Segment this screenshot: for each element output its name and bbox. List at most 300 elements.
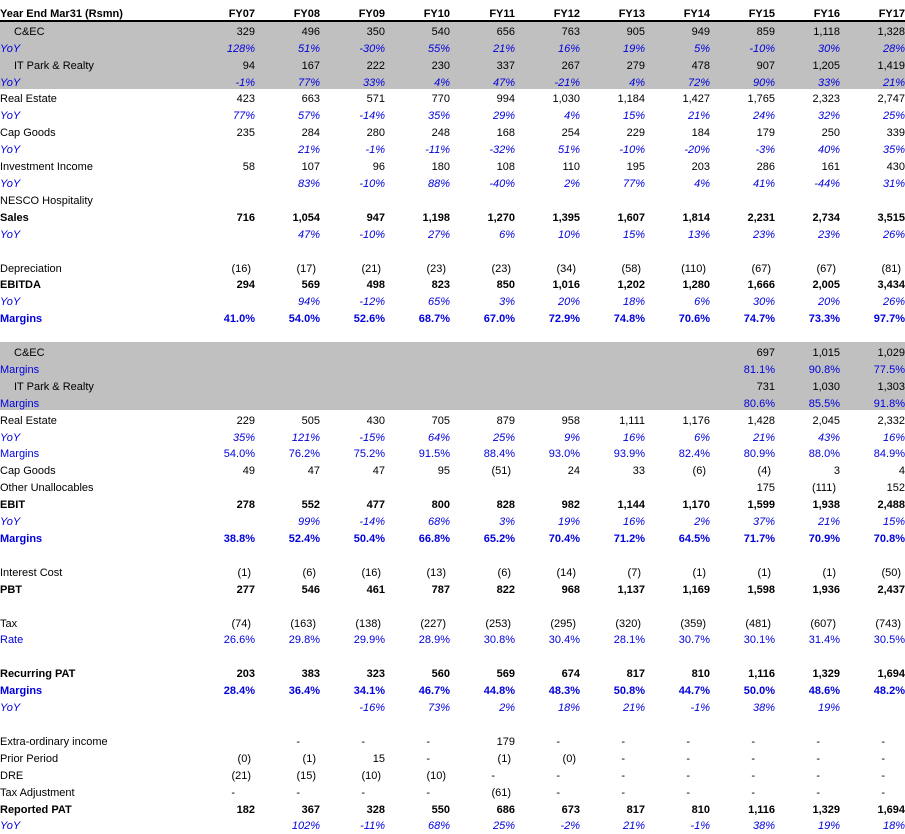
row-label: Margins <box>0 363 40 376</box>
cell: 16% <box>622 431 645 444</box>
cell <box>320 241 385 258</box>
row-label: Margins <box>0 397 40 410</box>
cell <box>450 647 515 664</box>
cell: 2,488 <box>877 499 905 512</box>
cell: -1% <box>690 702 710 715</box>
cell: 250 <box>821 127 840 140</box>
cell: 26.6% <box>223 634 255 647</box>
cell: 949 <box>691 25 710 38</box>
table-row <box>0 528 905 545</box>
cell <box>580 477 645 494</box>
cell: 2% <box>564 177 580 190</box>
row-label: PBT <box>0 583 22 596</box>
cell: (163) <box>290 617 316 630</box>
row-label: Real Estate <box>0 93 57 106</box>
cell: (7) <box>627 566 641 579</box>
cell <box>190 224 255 241</box>
cell: 569 <box>301 279 320 292</box>
cell <box>385 241 450 258</box>
cell: 1,116 <box>748 668 775 681</box>
cell: 21% <box>752 431 775 444</box>
cell <box>450 241 515 258</box>
cell: 1,198 <box>422 211 450 224</box>
cell: 16% <box>622 516 645 529</box>
cell: 25% <box>492 431 515 444</box>
cell <box>710 325 775 342</box>
row-label: Other Unallocables <box>0 482 94 495</box>
cell <box>255 359 320 376</box>
table-row <box>0 477 905 494</box>
row-label: NESCO Hospitality <box>0 194 93 207</box>
cell: 49 <box>242 465 255 478</box>
cell: (14) <box>556 566 576 579</box>
cell: 77% <box>622 177 645 190</box>
cell: 38% <box>752 820 775 833</box>
cell: 1,936 <box>812 583 840 596</box>
cell: - <box>816 752 820 765</box>
row-label: YoY <box>0 110 21 123</box>
cell: 47 <box>372 465 385 478</box>
cell: 40% <box>817 144 840 157</box>
cell: 571 <box>366 93 385 106</box>
cell: (13) <box>426 566 446 579</box>
cell: 267 <box>561 59 580 72</box>
cell: 58 <box>242 161 255 174</box>
row-label: YoY <box>0 431 21 444</box>
cell: (6) <box>692 465 706 478</box>
cell <box>710 190 775 207</box>
cell: (1) <box>497 752 511 765</box>
cell: 5% <box>694 42 710 55</box>
cell: (15) <box>296 769 316 782</box>
cell: 430 <box>366 414 385 427</box>
cell: 982 <box>561 499 580 512</box>
cell <box>515 325 580 342</box>
table-body <box>0 21 905 833</box>
table-row <box>0 731 905 748</box>
cell: 51% <box>297 42 320 55</box>
cell: 2,437 <box>877 583 905 596</box>
cell: 284 <box>301 127 320 140</box>
column-header-fy16: FY16 <box>775 0 840 21</box>
table-row <box>0 410 905 427</box>
cell: - <box>556 786 560 799</box>
cell: 41% <box>752 177 775 190</box>
cell <box>645 477 710 494</box>
cell: 28.9% <box>418 634 450 647</box>
table-row <box>0 562 905 579</box>
cell <box>775 545 840 562</box>
cell: 222 <box>366 59 385 72</box>
cell: -2% <box>560 820 580 833</box>
cell: (1) <box>302 752 316 765</box>
table-row <box>0 139 905 156</box>
row-label <box>0 241 190 258</box>
cell <box>580 359 645 376</box>
table-row <box>0 224 905 241</box>
cell: -15% <box>359 431 385 444</box>
cell: (21) <box>231 769 251 782</box>
cell: - <box>426 735 430 748</box>
column-header-fy08: FY08 <box>255 0 320 21</box>
cell: 35% <box>232 431 255 444</box>
cell: 3,434 <box>877 279 905 292</box>
cell: 828 <box>496 499 515 512</box>
cell: 43% <box>817 431 840 444</box>
cell: 77% <box>297 76 320 89</box>
cell: - <box>621 769 625 782</box>
cell: 4% <box>434 76 450 89</box>
cell: (4) <box>757 465 771 478</box>
cell: -1% <box>365 144 385 157</box>
row-label <box>0 325 190 342</box>
cell: 2% <box>694 516 710 529</box>
cell <box>515 393 580 410</box>
cell <box>190 359 255 376</box>
cell <box>580 342 645 359</box>
cell: 24% <box>752 110 775 123</box>
cell: 1,176 <box>682 414 710 427</box>
table-row <box>0 89 905 106</box>
table-row <box>0 241 905 258</box>
cell <box>320 325 385 342</box>
cell: 175 <box>756 482 775 495</box>
cell: (16) <box>231 262 251 275</box>
cell: 30% <box>752 296 775 309</box>
row-label: Margins <box>0 313 43 326</box>
cell <box>775 190 840 207</box>
cell: 80.9% <box>743 448 775 461</box>
cell: 294 <box>236 279 255 292</box>
cell: 74.8% <box>613 313 645 326</box>
cell <box>385 393 450 410</box>
cell: 19% <box>817 820 840 833</box>
cell <box>190 325 255 342</box>
cell: 93.0% <box>548 448 580 461</box>
cell: 73.3% <box>808 313 840 326</box>
cell: - <box>556 735 560 748</box>
cell: -1% <box>235 76 255 89</box>
cell: 21% <box>882 76 905 89</box>
cell <box>255 545 320 562</box>
cell: 195 <box>626 161 645 174</box>
cell: 686 <box>496 803 515 816</box>
table-corner-header: Year End Mar31 (Rsmn) <box>0 0 190 21</box>
cell: 277 <box>236 583 255 596</box>
table-row <box>0 38 905 55</box>
cell <box>450 477 515 494</box>
cell: -44% <box>814 177 840 190</box>
cell <box>840 190 905 207</box>
cell: 48.6% <box>808 685 840 698</box>
cell <box>645 241 710 258</box>
cell: 817 <box>626 803 645 816</box>
cell <box>255 697 320 714</box>
row-label: YoY <box>0 144 21 157</box>
cell: 203 <box>236 668 255 681</box>
cell <box>515 647 580 664</box>
row-label: YoY <box>0 516 21 529</box>
cell: (51) <box>491 465 511 478</box>
cell: 1,395 <box>552 211 580 224</box>
cell <box>255 477 320 494</box>
cell <box>840 325 905 342</box>
cell <box>580 393 645 410</box>
cell <box>840 241 905 258</box>
cell: 15% <box>622 110 645 123</box>
cell <box>320 190 385 207</box>
cell: 1,428 <box>747 414 775 427</box>
cell: (111) <box>811 482 836 495</box>
cell: 1,938 <box>812 499 840 512</box>
cell: -30% <box>359 42 385 55</box>
cell: -14% <box>359 110 385 123</box>
cell: 25% <box>882 110 905 123</box>
cell: 1,694 <box>877 668 905 681</box>
table-row <box>0 190 905 207</box>
cell: - <box>621 786 625 799</box>
cell: 102% <box>291 820 320 833</box>
table-row <box>0 21 905 38</box>
cell: - <box>621 752 625 765</box>
cell <box>190 190 255 207</box>
cell <box>320 647 385 664</box>
cell: - <box>686 769 690 782</box>
cell: 94 <box>242 59 255 72</box>
cell: 47% <box>297 228 320 241</box>
cell <box>580 647 645 664</box>
table-row <box>0 444 905 461</box>
cell: 2,332 <box>877 414 905 427</box>
cell: 29% <box>492 110 515 123</box>
cell: - <box>881 752 885 765</box>
cell: 3 <box>833 465 840 478</box>
cell <box>580 190 645 207</box>
cell <box>580 241 645 258</box>
cell: 18% <box>882 820 905 833</box>
cell: 1,280 <box>682 279 710 292</box>
table-row <box>0 325 905 342</box>
cell <box>450 393 515 410</box>
cell: 1,205 <box>812 59 840 72</box>
cell: 74.7% <box>743 313 775 326</box>
cell <box>320 376 385 393</box>
table-row <box>0 511 905 528</box>
cell: 968 <box>561 583 580 596</box>
cell: 161 <box>821 161 840 174</box>
cell: - <box>881 769 885 782</box>
row-label: Depreciation <box>0 262 62 275</box>
row-label: Margins <box>0 685 43 698</box>
cell: - <box>751 769 755 782</box>
table-row <box>0 393 905 410</box>
cell <box>450 190 515 207</box>
cell: 21% <box>492 42 515 55</box>
table-row <box>0 461 905 478</box>
cell: (6) <box>497 566 511 579</box>
cell: 94% <box>297 296 320 309</box>
cell <box>775 325 840 342</box>
cell: 67.0% <box>483 313 515 326</box>
cell: 72% <box>687 76 710 89</box>
table-row <box>0 596 905 613</box>
cell: 705 <box>431 414 450 427</box>
cell: 16% <box>882 431 905 444</box>
cell <box>515 359 580 376</box>
row-label: YoY <box>0 42 21 55</box>
cell: (81) <box>881 262 901 275</box>
cell <box>190 342 255 359</box>
cell: 337 <box>496 59 515 72</box>
cell: 77% <box>232 110 255 123</box>
cell: 947 <box>366 211 385 224</box>
cell: 15% <box>622 228 645 241</box>
table-row <box>0 714 905 731</box>
cell: 52.6% <box>353 313 385 326</box>
column-header-fy12: FY12 <box>515 0 580 21</box>
cell: 33% <box>817 76 840 89</box>
cell <box>645 596 710 613</box>
column-header-fy13: FY13 <box>580 0 645 21</box>
cell: 552 <box>301 499 320 512</box>
cell <box>190 393 255 410</box>
cell: 1,329 <box>812 668 840 681</box>
table-row <box>0 782 905 799</box>
cell: 96 <box>372 161 385 174</box>
cell <box>320 359 385 376</box>
cell: 674 <box>561 668 580 681</box>
cell: 51% <box>557 144 580 157</box>
cell: 1,419 <box>877 59 905 72</box>
cell: 30.7% <box>678 634 710 647</box>
cell: 10% <box>557 228 580 241</box>
cell: (23) <box>491 262 511 275</box>
cell: 121% <box>291 431 320 444</box>
cell: 1,054 <box>292 211 320 224</box>
cell: 46.7% <box>418 685 450 698</box>
cell: (10) <box>426 769 446 782</box>
cell: 128% <box>226 42 255 55</box>
cell: -32% <box>489 144 515 157</box>
cell: (21) <box>361 262 381 275</box>
cell: 65% <box>427 296 450 309</box>
row-label: YoY <box>0 820 21 833</box>
cell <box>580 596 645 613</box>
cell: 763 <box>561 25 580 38</box>
cell: 339 <box>886 127 905 140</box>
cell: 6% <box>499 228 515 241</box>
cell: 28% <box>882 42 905 55</box>
cell: 73% <box>427 702 450 715</box>
cell: -11% <box>360 820 385 833</box>
cell <box>320 393 385 410</box>
cell <box>645 393 710 410</box>
cell <box>190 477 255 494</box>
cell: 15% <box>882 516 905 529</box>
cell <box>255 393 320 410</box>
cell: 203 <box>691 161 710 174</box>
cell: 44.7% <box>678 685 710 698</box>
cell: (74) <box>231 617 251 630</box>
cell: 4% <box>694 177 710 190</box>
cell: - <box>686 735 690 748</box>
cell <box>255 647 320 664</box>
cell: 52.4% <box>288 533 320 545</box>
row-label: Tax Adjustment <box>0 786 75 799</box>
cell: 2,323 <box>812 93 840 106</box>
cell: 478 <box>691 59 710 72</box>
cell: -21% <box>554 76 580 89</box>
cell: 1,329 <box>812 803 840 816</box>
table-row <box>0 122 905 139</box>
cell: 50.4% <box>353 533 385 545</box>
cell: - <box>621 735 625 748</box>
cell: 546 <box>301 583 320 596</box>
cell: 31.4% <box>808 634 840 647</box>
cell: 110 <box>562 161 580 174</box>
cell <box>190 731 255 748</box>
cell: 184 <box>691 127 710 140</box>
cell: 30% <box>817 42 840 55</box>
cell: 817 <box>626 668 645 681</box>
cell: 54.0% <box>223 448 255 461</box>
cell: 1,030 <box>812 380 840 393</box>
cell: 1,599 <box>747 499 775 512</box>
cell <box>255 376 320 393</box>
cell: 461 <box>366 583 385 596</box>
cell: 80.6% <box>743 397 775 410</box>
cell <box>190 376 255 393</box>
cell <box>710 714 775 731</box>
cell <box>255 325 320 342</box>
table-row <box>0 647 905 664</box>
column-header-fy09: FY09 <box>320 0 385 21</box>
cell: 84.9% <box>873 448 905 461</box>
cell: - <box>686 752 690 765</box>
cell: -11% <box>425 144 450 157</box>
cell: 180 <box>431 161 450 174</box>
cell: 229 <box>236 414 255 427</box>
cell: 57% <box>297 110 320 123</box>
row-label: Prior Period <box>0 752 59 765</box>
cell: 4% <box>564 110 580 123</box>
cell: -12% <box>359 296 385 309</box>
row-label: YoY <box>0 702 21 715</box>
cell: 19% <box>557 516 580 529</box>
cell: 19% <box>817 702 840 715</box>
row-label: Sales <box>0 211 29 224</box>
row-label: EBIT <box>0 499 26 512</box>
cell: 1,144 <box>617 499 645 512</box>
cell: 279 <box>626 59 645 72</box>
cell: -1% <box>690 820 710 833</box>
row-label: Cap Goods <box>0 465 56 478</box>
cell: 48.3% <box>548 685 580 698</box>
cell: (481) <box>745 617 771 630</box>
cell: 2,005 <box>812 279 840 292</box>
cell: 71.7% <box>743 533 775 545</box>
cell: 1,598 <box>747 583 775 596</box>
cell <box>320 714 385 731</box>
cell: 37% <box>752 516 775 529</box>
row-label: YoY <box>0 76 21 89</box>
column-header-fy15: FY15 <box>710 0 775 21</box>
row-label: Margins <box>0 533 43 545</box>
cell: 36.4% <box>288 685 320 698</box>
cell: 81.1% <box>743 363 775 376</box>
cell <box>320 545 385 562</box>
cell: 182 <box>236 803 255 816</box>
